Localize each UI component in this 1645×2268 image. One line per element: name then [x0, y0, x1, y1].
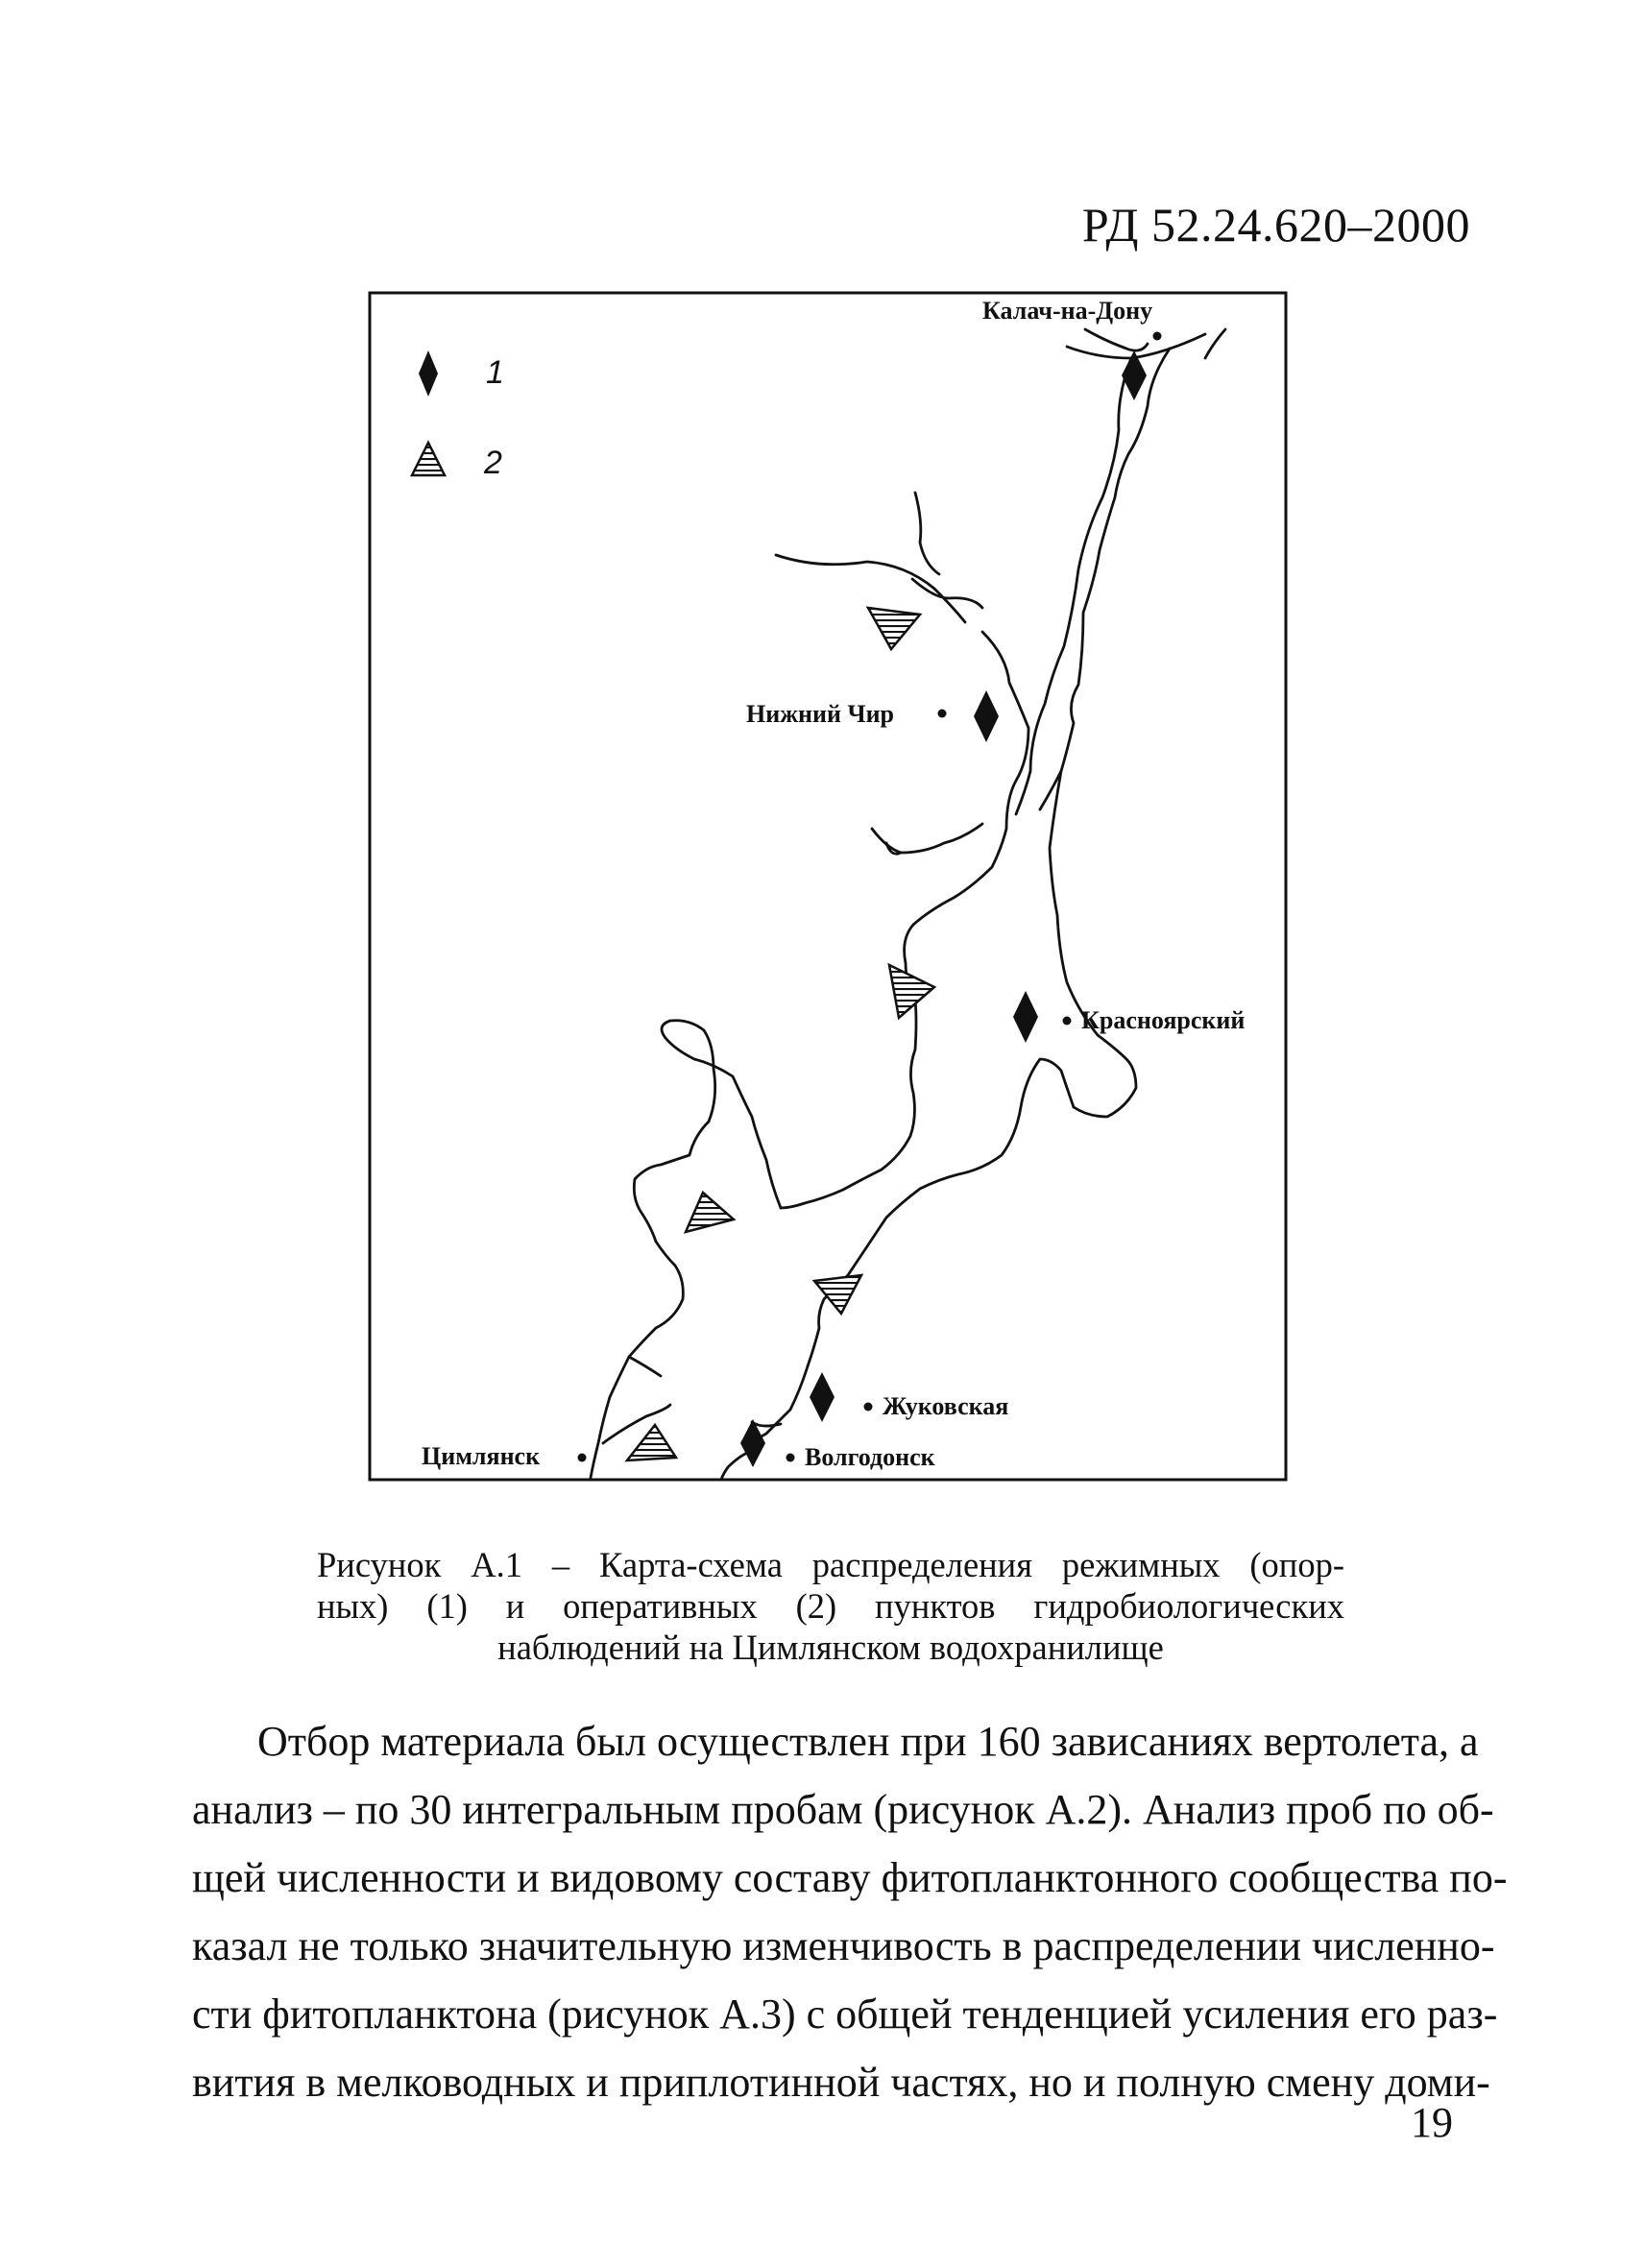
- krasnoyarsky-dot: [1063, 1017, 1072, 1025]
- paragraph-line: Отбор материала был осуществлен при 160 зависаниях вертолета, а: [257, 1718, 1479, 1765]
- regime-points: [740, 350, 1147, 1467]
- hatched-triangle-icon: [868, 608, 920, 649]
- nizhny-chir-dot: [938, 710, 947, 718]
- zhukovskaya-dot: [864, 1403, 873, 1411]
- diamond-icon: [1013, 991, 1038, 1043]
- caption-line: Рисунок А.1 – Карта-схема распределения режимных (опор-: [317, 1545, 1344, 1584]
- legend-triangle-icon: [412, 443, 445, 475]
- kalach-dot: [1153, 332, 1162, 341]
- hatched-triangle-icon: [889, 965, 934, 1018]
- page-number: 19: [1411, 2099, 1453, 2146]
- document-code: РД 52.24.620–2000: [1081, 198, 1470, 252]
- settlement-dots: [578, 332, 1162, 1462]
- tsimlyansk-dot: [578, 1454, 587, 1462]
- label-nizhny-chir: Нижний Чир: [746, 700, 895, 728]
- reservoir-outline: [591, 329, 1225, 1480]
- reservoir-map: [368, 291, 1288, 1482]
- caption-line: наблюдений на Цимлянском водохранилище: [497, 1628, 1164, 1667]
- body-paragraph: [192, 1707, 1508, 2116]
- volgodonsk-dot: [786, 1454, 795, 1462]
- label-volgodonsk: Волгодонск: [805, 1443, 935, 1471]
- diamond-icon: [974, 690, 999, 742]
- label-kalach-na-donu: Калач-на-Дону: [982, 297, 1153, 325]
- caption-line: ных) (1) и оперативных (2) пунктов гидробиологических: [317, 1586, 1344, 1626]
- paragraph-line: щей численности и видовому составу фитопланктонного сообщества по-: [192, 1854, 1508, 1901]
- paragraph-line: анализ – по 30 интегральным пробам (рисунок А.2). Анализ проб по об-: [192, 1786, 1494, 1833]
- label-zhukovskaya: Жуковская: [883, 1392, 1009, 1420]
- map-border: [370, 293, 1286, 1480]
- legend-label-2: 2: [484, 445, 502, 481]
- paragraph-line: сти фитопланктона (рисунок А.3) с общей тенденцией усиления его раз-: [192, 1991, 1498, 2038]
- hatched-triangle-icon: [686, 1193, 734, 1232]
- diamond-icon: [810, 1372, 835, 1422]
- label-tsimlyansk: Цимлянск: [422, 1442, 541, 1470]
- paragraph-line: вития в мелководных и приплотинной частях, но и полную смену доми-: [192, 2059, 1490, 2106]
- label-krasnoyarsky: Красноярский: [1081, 1006, 1246, 1034]
- legend-diamond-icon: [419, 350, 438, 397]
- figure-caption: [317, 1544, 1344, 1668]
- paragraph-line: казал не только значительную изменчивость в распределении численно-: [192, 1922, 1495, 1969]
- hatched-triangle-icon: [627, 1425, 676, 1460]
- legend-label-1: 1: [486, 354, 504, 391]
- operative-points: [627, 608, 934, 1460]
